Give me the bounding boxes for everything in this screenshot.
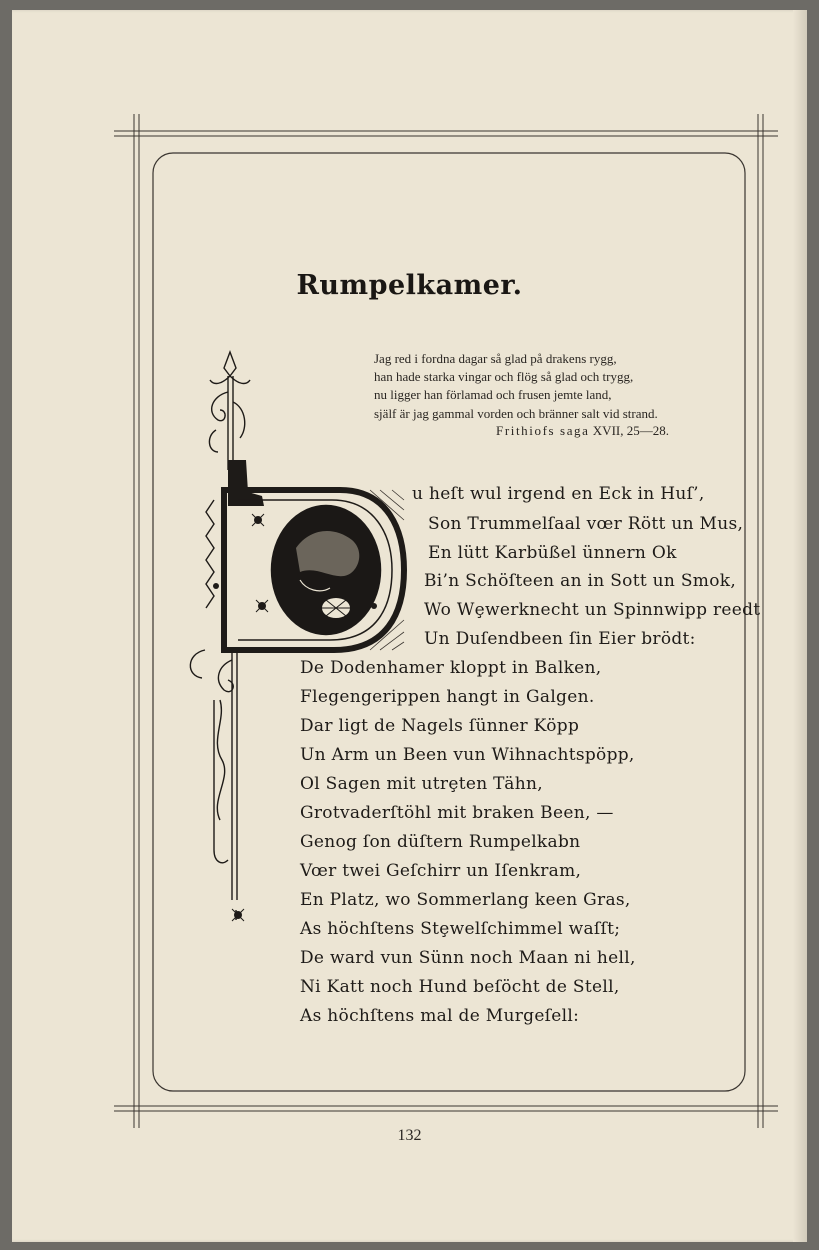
poem-line: De Dodenhamer kloppt in Balken, xyxy=(300,658,602,678)
epigraph-line: nu ligger han förlamad och frusen jemte land, xyxy=(374,387,612,403)
poem-title: Rumpelkamer. xyxy=(296,270,523,301)
poem-line: Vœr twei Geſchirr un Iſenkram, xyxy=(300,861,582,881)
citation-source: Frithiofs saga xyxy=(496,423,590,438)
epigraph-line: Jag red i fordna dagar så glad på drakens rygg, xyxy=(374,351,617,366)
poem-line: Son Trummelſaal vœr Rött un Mus, xyxy=(428,514,744,534)
poem-line: Grotvaderſtöhl mit braken Been, — xyxy=(300,803,614,823)
poem-line: Un Arm un Been vun Wihnachtspöpp, xyxy=(300,745,635,765)
poem-line: En Platz, wo Sommerlang keen Gras, xyxy=(300,890,631,910)
page-number: 132 xyxy=(397,1127,422,1144)
poem-line: As höchſtens mal de Murgeſell: xyxy=(300,1006,580,1026)
poem-line: Dar ligt de Nagels ſünner Köpp xyxy=(300,716,580,736)
poem-line: As höchſtens Stȩwelſchimmel waſſt; xyxy=(300,919,621,939)
epigraph-line: själf är jag gammal vorden och bränner salt vid strand. xyxy=(374,405,658,421)
poem-line: En lütt Karbüßel ünnern Ok xyxy=(428,543,677,563)
epigraph-line: han hade starka vingar och flög så glad och trygg, xyxy=(374,369,634,385)
poem-line: Ni Katt noch Hund beſöcht de Stell, xyxy=(300,977,620,997)
poem-line: De ward vun Sünn noch Maan ni hell, xyxy=(300,948,636,968)
boot-icon xyxy=(228,460,264,506)
poem-line: u heſt wul irgend en Eck in Huſ’, xyxy=(412,484,705,504)
poem-line: Wo Wȩwerknecht un Spinnwipp reedt xyxy=(424,600,761,620)
poem-line: Ol Sagen mit utrȩten Tähn, xyxy=(300,774,543,794)
poem-line: Bi’n Schöſteen an in Sott un Smok, xyxy=(424,571,737,591)
poem-line: Genog ſon düſtern Rumpelkabn xyxy=(300,832,581,852)
citation-reference: XVII, 25—28. xyxy=(592,423,669,438)
poem-line: Un Duſendbeen ſin Eier brödt: xyxy=(424,629,696,649)
poem-line: Flegengerippen hangt in Galgen. xyxy=(300,687,595,707)
